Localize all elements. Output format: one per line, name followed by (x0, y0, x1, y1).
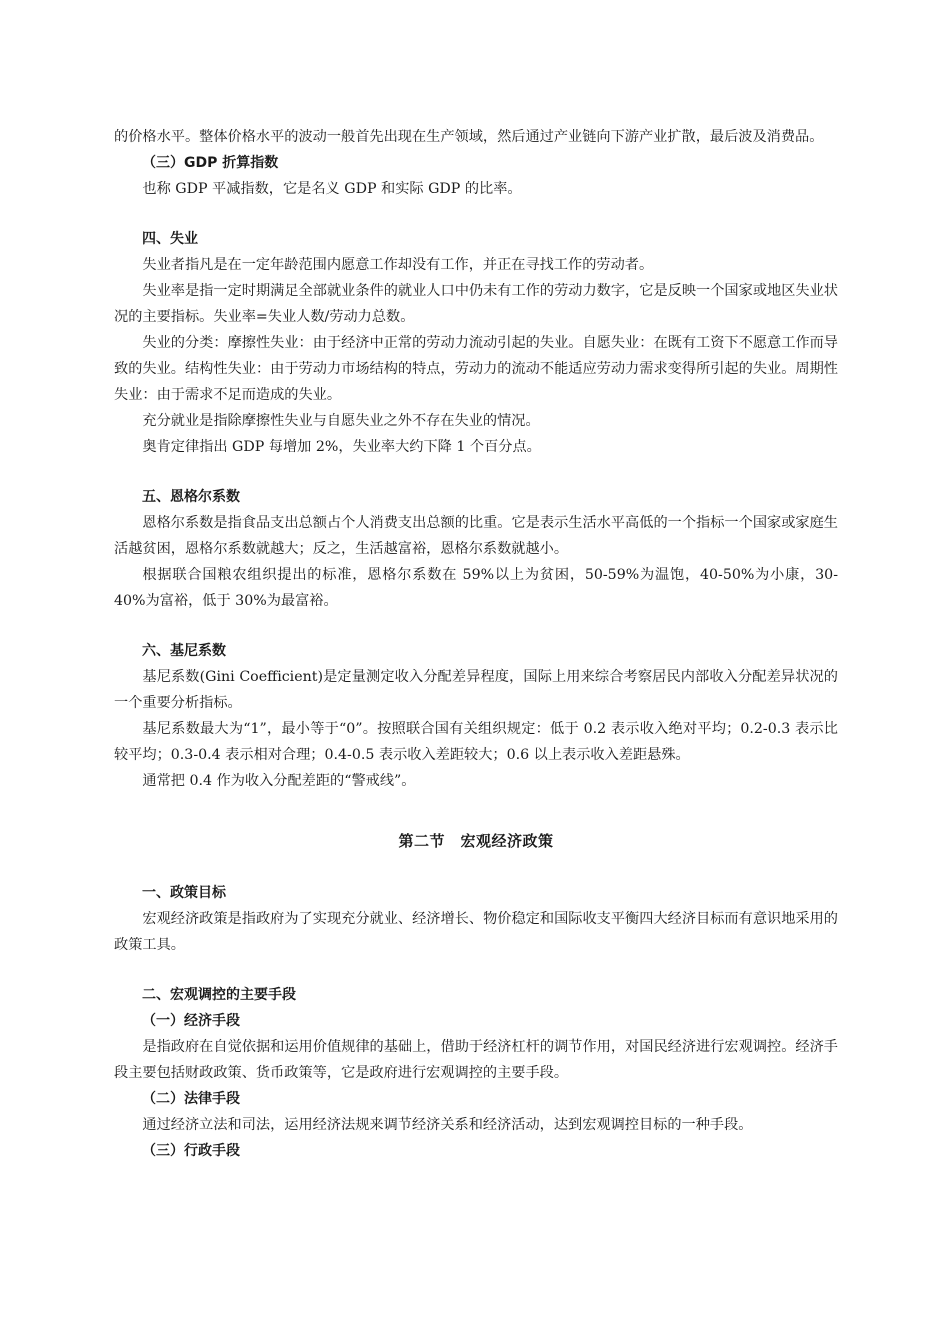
gini-p2: 基尼系数最大为“1”，最小等于“0”。按照联合国有关组织规定：低于 0.2 表示收入绝对平均；0.2-0.3 表示比较平均；0.3-0.4 表示相对合理；0.4-0.5 表示收入差距较大；0.6 以上表示收入差距悬殊。 (114, 721, 838, 763)
engel-p2: 根据联合国粮农组织提出的标准，恩格尔系数在 59%以上为贫困，50-59%为温饱，40-50%为小康，30-40%为富裕，低于 30%为最富裕。 (114, 567, 838, 609)
gini-p3: 通常把 0.4 作为收入分配差距的“警戒线”。 (142, 773, 416, 789)
admin-means-heading: （三）行政手段 (142, 1143, 240, 1159)
gini-heading: 六、基尼系数 (142, 643, 226, 659)
unemployment-p3: 失业的分类：摩擦性失业：由于经济中正常的劳动力流动引起的失业。自愿失业：在既有工资下不愿意工作而导致的失业。结构性失业：由于劳动力市场结构的特点，劳动力的流动不能适应劳动力需求变得所引起的失业。周期性失业：由于需求不足而造成的失业。 (114, 335, 838, 403)
gdp-deflator-text: 也称 GDP 平减指数，它是名义 GDP 和实际 GDP 的比率。 (142, 181, 522, 197)
section-title: 第二节 宏观经济政策 (398, 832, 554, 850)
gini-p1: 基尼系数(Gini Coefficient)是定量测定收入分配差异程度，国际上用来综合考察居民内部收入分配差异状况的一个重要分析指标。 (114, 669, 838, 711)
policy-goals-heading: 一、政策目标 (142, 885, 226, 901)
engel-p1: 恩格尔系数是指食品支出总额占个人消费支出总额的比重。它是表示生活水平高低的一个指标一个国家或家庭生活越贫困，恩格尔系数就越大；反之，生活越富裕，恩格尔系数就越小。 (114, 515, 838, 557)
legal-means-heading: （二）法律手段 (142, 1091, 240, 1107)
unemployment-p2: 失业率是指一定时期满足全部就业条件的就业人口中仍未有工作的劳动力数字，它是反映一个国家或地区失业状况的主要指标。失业率=失业人数/劳动力总数。 (114, 283, 838, 325)
unemployment-heading: 四、失业 (142, 231, 198, 247)
engel-heading: 五、恩格尔系数 (142, 489, 240, 505)
unemployment-p5: 奥肯定律指出 GDP 每增加 2%，失业率大约下降 1 个百分点。 (142, 439, 541, 455)
price-level-continuation: 的价格水平。整体价格水平的波动一般首先出现在生产领域，然后通过产业链向下游产业扩散，最后波及消费品。 (114, 129, 824, 145)
unemployment-p1: 失业者指凡是在一定年龄范围内愿意工作却没有工作，并正在寻找工作的劳动者。 (142, 257, 654, 273)
unemployment-p4: 充分就业是指除摩擦性失业与自愿失业之外不存在失业的情况。 (142, 413, 540, 429)
policy-goals-text: 宏观经济政策是指政府为了实现充分就业、经济增长、物价稳定和国际收支平衡四大经济目标而有意识地采用的政策工具。 (114, 911, 838, 953)
document-page (114, 124, 838, 1164)
economic-means-heading: （一）经济手段 (142, 1013, 240, 1029)
economic-means-text: 是指政府在自觉依据和运用价值规律的基础上，借助于经济杠杆的调节作用，对国民经济进行宏观调控。经济手段主要包括财政政策、货币政策等，它是政府进行宏观调控的主要手段。 (114, 1039, 838, 1081)
macro-means-heading: 二、宏观调控的主要手段 (142, 987, 296, 1003)
gdp-deflator-heading: （三）GDP 折算指数 (142, 155, 279, 171)
legal-means-text: 通过经济立法和司法，运用经济法规来调节经济关系和经济活动，达到宏观调控目标的一种手段。 (142, 1117, 753, 1133)
